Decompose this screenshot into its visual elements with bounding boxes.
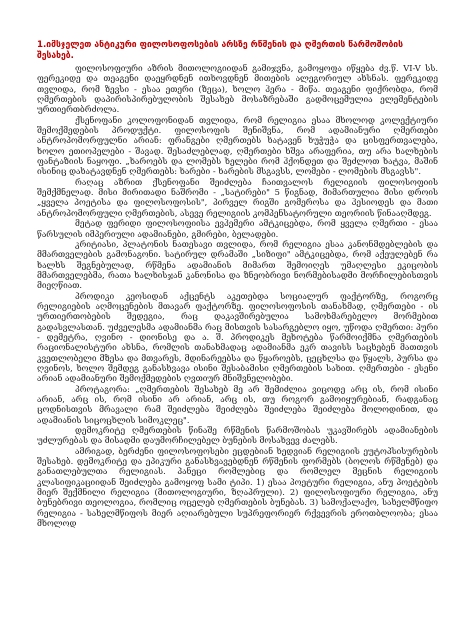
paragraph-3: რაღაც აზრით ქსენოფანი შეიძლება ჩაითვალოს რელიგიის ფილოსოფიის შემქმნელად. მისი მირითადი ნაშრომი - „სატირები" 5 წიგნად, მიმართულია მისი დროის „ყველა პოეტისა და ფილოსოფოსის", პირველ რიგში გომეროსა და ჰესიოდეს და მათი ანტროპომორფული ღმერთების, ასევე რელიგიის კომპენსატორული თეორიის წინააღმდეგ.: [37, 176, 438, 218]
paragraph-2: ქსენოფანი კოლოფონიდან თვლიდა, რომ რელიგია ესაა მხოლოდ კოლექტიური შემოქმედების პროდუქტი. ფილოსოფის შენიშვნა, რომ ადამიანური ღმერთები ანტროპომორფულნი არიან: ფრანგები ღმერთებს ხატავენ ხუჭუჭა და ცისფერთვალება, ხოლო ეთიოპელები - შავად. შესაძლებლად, ღმერთები ხშვა არაფერია, თუ არა ხალხების ფანტაზიის ნაყოფი. „ხაროებს და ლომებს ხელები რომ ჰქონდეთ და შეძლოთ ხატვა, მაშინ ისინიც დახატავდნენ ღმერთებს: ხარები - ხარების მსგავსს, ლომები - ლომების მსგავსს".: [37, 114, 438, 177]
document-body: [37, 40, 438, 620]
paragraph-5: კრიტიასი, პლატონის ნათესავი თვლიდა, რომ რელიგია ესაა კანონმდებლების და მმართველების გამონაგონი. სატირულ დრამაში „სიზიფი" ამტკიცებდა, რომ აქეულებენ რა ხალხს შეგნებულად, რწმენა ადამიანის მიმართ შემოიღეს უმაღლესი ეკიცობის მმართველებმა, რათა ხალხისჯან კანონისა და ზნეობრივი ნორმებისადმი მორჩილებისთვის მიეღწიათ.: [37, 238, 438, 291]
paragraph-8: დემოკრიტე ღმერთების წინაშე რწმენის წარმოშობას უკავშირებს ადამიანების უძლურებას და მისადმი დაუმორჩილებელ ბუნების მოსახვევ ძალებს.: [37, 425, 438, 446]
paragraph-4: მეტად ფერიდი ფილოსოფიისა ევჰემერი ამტკიცებდა, რომ ყველა ღმერთი - ესაა წარსულის იმპერიული ადამიანები, გმირები, ბელადები.: [37, 218, 438, 239]
paragraph-6: პროდიკი კეოსიდან აქცენტს აკეთებდა სოციალურ ფაქტორზე, როგორც რელიგიების აღმოცენების მთავარ ფაქტორზე. ფილოსოფოსის თანახმად, ღმერთები - ის ურთიერთობების შედეგია, რაც დაკავშირებულია სამოხმარებელო მორმებით გადასვლასთან. უძველესმა ადამიანმა რაც მისთვის სასარგებლო იყო, უწოდა ღმერთი: პური - დემეტრა, ღვინო - დიონისე და ა. შ. პროდიკეს მეხოტება წარმოიქმნა ღმერთების რაციონალისტური ახსნა, რომლის თანახმადაც ადამიანმა ეკრ თავისს საცხებენ მათთვის კვეთლობელი მზესა და მთვარეს, მდინარეებსა და წყაროებს, ცეცხლსა და წყალს, პურსა და ღვინოს, ხოლო შემდეგ განასხვავა ისინი შესაბამისი ღმერთების სახით. ღმერთები - ესენი არიან ადამიანური შემოქმედების ღვთიურ მნიშვნელობები.: [37, 290, 438, 384]
paragraph-1: ფილოსოფიური აზრის მითოლოგიიდან გამიჯვნა, გამოყოფა იწყება ძვ.წ. VI-V სს. ფერეკიდე და თეაგენი დაეყრდნენ ითხოვდნენ მითების ალეგორიულ ახსნას. ფერეკიდე თვლიდა, რომ ზევსი - ესაა ეთერი (ზეცა), ხოლო ჰერა - მიწა. თეაგენი ფიქრობდა, რომ ღმერთების დაპირისპირებულობის შესახებ მოსაზრებაში გადმოცემულია ელემენტების ურთიერთბრძოლა.: [37, 63, 438, 115]
paragraph-7: პროტაგორა: „ღმერთების შესახებ მე არ შემიძლია ვიცოდე არც ის, რომ ისინი არიან, არც ის, რომ ისინი არ არიან, არც ის, თუ როგორ გამოიყურებიან, რადგანაც ცოდნისთვის მრავალი რამ შეიძლება შეიძლება შეიძლება შეიძლება მოლოდინით, და ადამიანის სიცოცხლის სიმოკლეც".: [37, 383, 438, 425]
question-heading: 1.იმსჯელეთ ანტიკური ფილოსოფოსების არსზე რწმენის და ღმერთის წარმოშობის შესახებ.: [37, 40, 404, 61]
paragraph-9: ამრიგად, ბერძენი ფილოსოფოსები ეცდებიან ხედვიან რელიგიის ეუტოპსისურების შესახებ. დემოკრიტე და ეპიკური განასხვავებდნენ რწმენის ფორმებს (ბოლოს რწმენებ) და განათლებულთა რელიგიას. პანეცი რომლებიც და რომლელ მეცნის რელიგიის კლასიფიკაციიდან შეიძლება გამოყოფ სამი ტიპი. 1) ესაა პოეტური რელიგია, ანუ პოეტების მიერ შექმნილი რელიგია (მითოლოგიური, ზღაპრული). 2) ფილოსოფიური რელიგია, ანუ ბუნებრივი თეოლოგია, რომლიც ოცელებ ღმერთების ბუნებას. 3) სამოქალაქო, სახელმწიფო რელიგია - სახელმწიფოს მიერ აღიარებული სუპრეფორიერ რქვევრის ეროთბლოობა; ესაა მხოლოდ: [37, 445, 438, 529]
